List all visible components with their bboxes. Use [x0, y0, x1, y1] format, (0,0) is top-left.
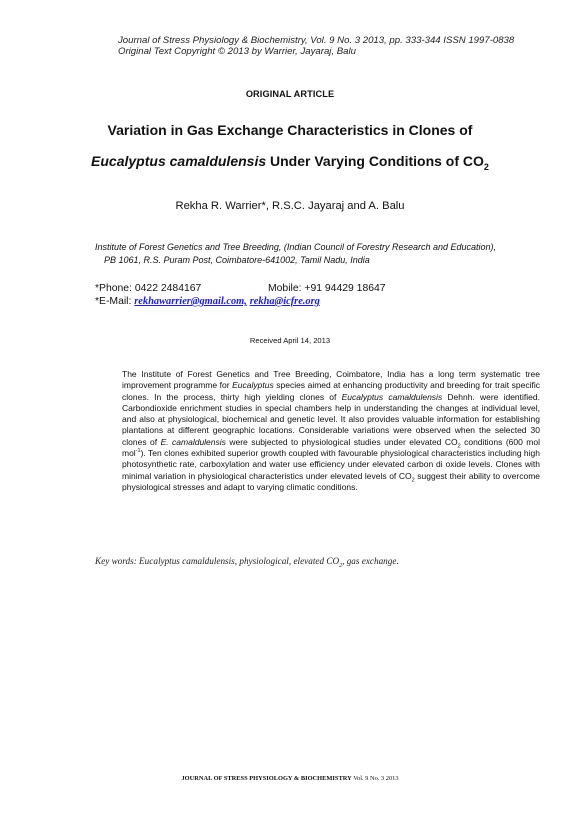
abstract-subscript: 2 — [411, 477, 415, 484]
title-subscript: 2 — [483, 161, 489, 172]
affiliation-line-2: PB 1061, R.S. Puram Post, Coimbatore-641002, Tamil Nadu, India — [104, 255, 370, 265]
abstract-subscript: 2 — [457, 443, 461, 450]
email-label: *E-Mail: — [95, 296, 135, 307]
abstract-text: were subjected to physiological studies under elevated CO — [225, 436, 458, 447]
affiliation-line-1: Institute of Forest Genetics and Tree Breeding, (Indian Council of Forestry Research and Education), — [95, 242, 497, 252]
received-date: Received April 14, 2013 — [249, 336, 331, 345]
article-title — [40, 115, 540, 183]
abstract-text: ). Ten clones exhibited superior growth coupled with favourable physiological characteristics including high photosynthetic rate, carboxylation and water use efficiency under elevated carbon di oxide levels. Clones with minimal variation in physiological characteristics under elevated levels of CO — [122, 448, 540, 481]
abstract-text: conditions (600 mol mol — [122, 436, 540, 459]
title-rest: Under Varying Conditions of CO — [266, 153, 484, 169]
mobile-number: Mobile: +91 94429 18647 — [268, 283, 386, 294]
abstract-genus: Eucalyptus — [232, 380, 274, 391]
keywords-rest: , gas exchange. — [342, 556, 399, 566]
contact-info — [95, 282, 540, 308]
abstract-superscript: -1 — [135, 448, 141, 455]
keywords — [95, 556, 555, 569]
title-line-1: Variation in Gas Exchange Characteristics in Clones of — [107, 122, 473, 138]
abstract-text: Dehnh. were identified. Carbondioxide enrichment studies in special chambers help in understanding the changes at individual level, and also at physiological, biochemical and genetic level. It also provides valuable information for establishing plantations at different geographic locations. Considerable variations were observed when the selected 30 clones of — [122, 391, 540, 447]
title-line-2 — [40, 146, 540, 183]
abstract-text: suggest their ability to overcome physiological stresses and adapt to varying climatic conditions. — [122, 470, 540, 492]
keywords-subscript: 2 — [339, 562, 343, 569]
phone-number: *Phone: 0422 2484167 — [95, 283, 202, 294]
abstract-text: The Institute of Forest Genetics and Tree Breeding, Coimbatore, India has a long term systematic tree improvement programme for — [122, 369, 540, 391]
abstract-text: species aimed at enhancing productivity and breeding for trait specific clones. In the process, thirty high yielding clones of — [122, 380, 541, 402]
article-type-label: ORIGINAL ARTICLE — [245, 89, 335, 99]
copyright-line: Original Text Copyright © 2013 by Warrier, Jayaraj, Balu — [118, 46, 356, 57]
affiliation — [95, 241, 540, 267]
journal-citation: Journal of Stress Physiology & Biochemistry, Vol. 9 No. 3 2013, pp. 333-344 ISSN 1997-0838 — [118, 35, 515, 46]
abstract-species: Eucalyptus camaldulensis — [341, 391, 443, 402]
author-list: Rekha R. Warrier*, R.S.C. Jayaraj and A. Balu — [175, 200, 405, 212]
abstract-species-short: E. camaldulensis — [160, 436, 226, 447]
footer-volume: Vol. 9 No. 3 2013 — [351, 775, 399, 782]
abstract — [122, 369, 540, 493]
keywords-text: Key words: Eucalyptus camaldulensis, physiological, elevated CO — [95, 556, 340, 566]
footer-journal-name: JOURNAL OF STRESS PHYSIOLOGY & BIOCHEMISTRY — [181, 775, 352, 782]
title-species: Eucalyptus camaldulensis — [91, 153, 267, 169]
email-link-secondary[interactable]: rekha@icfre.org — [249, 296, 320, 307]
journal-header — [118, 35, 558, 57]
page-footer — [0, 775, 580, 782]
email-link-primary[interactable]: rekhawarrier@gmail.com, — [134, 296, 247, 307]
